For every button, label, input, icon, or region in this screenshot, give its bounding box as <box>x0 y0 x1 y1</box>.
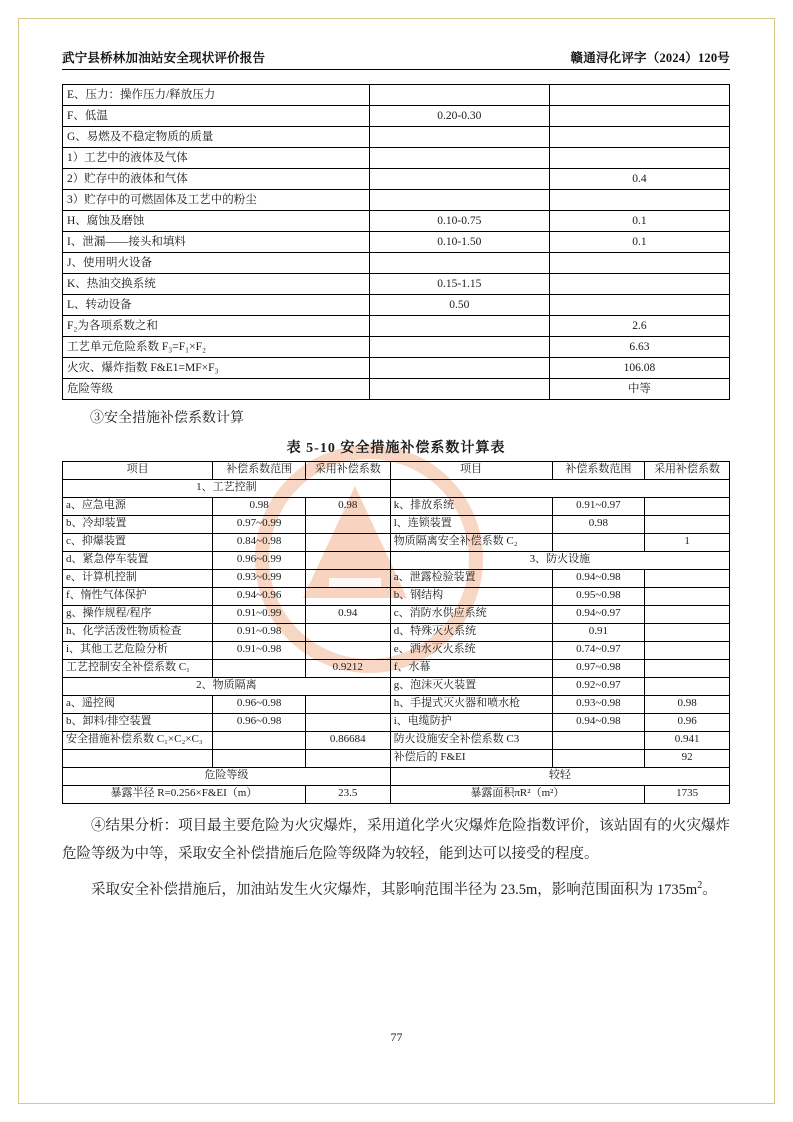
table-row <box>63 295 730 316</box>
cell-right-range: 0.97~0.98 <box>552 659 645 677</box>
cell-value <box>549 148 729 169</box>
cell-left-label: e、计算机控制 <box>63 569 213 587</box>
cell-right-label: 物质隔离安全补偿系数 C₂ <box>390 533 552 551</box>
cell-left-coefficient: 0.86684 <box>305 731 390 749</box>
cell-left-coefficient <box>305 533 390 551</box>
impact-range-paragraph: 采取安全补偿措施后，加油站发生火灾爆炸，其影响范围半径为 23.5m，影响范围面积为 $1735m^2$。 <box>91 880 717 899</box>
table-row <box>63 659 730 677</box>
cell-value: 中等 <box>549 379 729 400</box>
cell-right-range <box>552 731 645 749</box>
table-row <box>63 274 730 295</box>
cell-range <box>369 379 549 400</box>
cell-right-range: 0.91~0.97 <box>552 497 645 515</box>
cell-left-range: 0.93~0.99 <box>213 569 306 587</box>
cell-left-coefficient <box>305 515 390 533</box>
cell-right-range: 0.94~0.98 <box>552 569 645 587</box>
table-row-grade <box>63 767 730 785</box>
cell-label: K、热油交换系统 <box>63 274 370 295</box>
cell-range <box>369 316 549 337</box>
cell-value: 2.6 <box>549 316 729 337</box>
table-row <box>63 515 730 533</box>
cell-value <box>549 127 729 148</box>
cell-range <box>369 337 549 358</box>
cell-right-coefficient <box>645 677 730 695</box>
cell-value: 0.1 <box>549 232 729 253</box>
cell-left-range: 0.96~0.98 <box>213 695 306 713</box>
cell-left-range: 0.91~0.98 <box>213 623 306 641</box>
cell-label: F、低温 <box>63 106 370 127</box>
cell-right-coefficient: 0.98 <box>645 695 730 713</box>
table-row <box>63 731 730 749</box>
table-row <box>63 749 730 767</box>
cell-value <box>549 85 729 106</box>
cell-right-coefficient <box>645 515 730 533</box>
cell-right-range: 0.95~0.98 <box>552 587 645 605</box>
cell-left-coefficient <box>305 587 390 605</box>
cell-left-range: 0.98 <box>213 497 306 515</box>
table-row <box>63 148 730 169</box>
table-row <box>63 551 730 569</box>
cell-right-label: a、泄露检验装置 <box>390 569 552 587</box>
cell-value <box>549 190 729 211</box>
cell-range <box>369 190 549 211</box>
table-row <box>63 569 730 587</box>
cell-left-coefficient <box>305 749 390 767</box>
cell-left-range: 0.94~0.96 <box>213 587 306 605</box>
cell-value: 6.63 <box>549 337 729 358</box>
cell-grade-label: 危险等级 <box>63 767 391 785</box>
cell-left-range: 0.91~0.99 <box>213 605 306 623</box>
table-row <box>63 106 730 127</box>
cell-label: F₂为各项系数之和 <box>63 316 370 337</box>
cell-label: 2）贮存中的液体和气体 <box>63 169 370 190</box>
cell-left-label: a、遥控阀 <box>63 695 213 713</box>
cell-range <box>369 253 549 274</box>
cell-value <box>549 106 729 127</box>
cell-value <box>549 274 729 295</box>
cell-right-label: k、排放系统 <box>390 497 552 515</box>
cell-right-range: 0.93~0.98 <box>552 695 645 713</box>
table-row <box>63 253 730 274</box>
cell-right-coefficient: 92 <box>645 749 730 767</box>
cell-label: G、易燃及不稳定物质的质量 <box>63 127 370 148</box>
cell-right-range: 0.94~0.97 <box>552 605 645 623</box>
cell-left-label: c、抑爆装置 <box>63 533 213 551</box>
cell-left-label: f、惰性气体保护 <box>63 587 213 605</box>
cell-left-range <box>213 659 306 677</box>
cell-left-range: 0.97~0.99 <box>213 515 306 533</box>
cell-grade-value: 较轻 <box>390 767 729 785</box>
cell-left-range <box>213 749 306 767</box>
cell-right-coefficient <box>645 623 730 641</box>
cell-range: 0.20-0.30 <box>369 106 549 127</box>
cell-left-coefficient <box>305 551 390 569</box>
cell-value: 0.1 <box>549 211 729 232</box>
table-row-radius <box>63 785 730 803</box>
cell-left-label: 工艺控制安全补偿系数 C₁ <box>63 659 213 677</box>
table-row <box>63 605 730 623</box>
cell-right-label: c、消防水供应系统 <box>390 605 552 623</box>
cell-label: 3）贮存中的可燃固体及工艺中的粉尘 <box>63 190 370 211</box>
safety-compensation-table <box>62 461 730 804</box>
cell-left-label: a、应急电源 <box>63 497 213 515</box>
table-row <box>63 232 730 253</box>
cell-right-label: i、电缆防护 <box>390 713 552 731</box>
fire-explosion-index-table <box>62 84 730 400</box>
cell-left-coefficient <box>305 641 390 659</box>
table-row <box>63 316 730 337</box>
table-row <box>63 127 730 148</box>
header-range-right: 补偿系数范围 <box>552 461 645 479</box>
cell-left-range: 0.91~0.98 <box>213 641 306 659</box>
cell-left-range: 0.96~0.98 <box>213 713 306 731</box>
table-row <box>63 497 730 515</box>
cell-right-coefficient <box>645 641 730 659</box>
cell-range <box>369 85 549 106</box>
cell-right-label: 防火设施安全补偿系数 C3 <box>390 731 552 749</box>
header-title-left: 武宁县桥林加油站安全现状评价报告 <box>62 51 266 65</box>
result-analysis-paragraph: ④结果分析：项目最主要危险为火灾爆炸，采用道化学火灾爆炸危险指数评价，该站固有的火灾爆炸危险等级为中等，采取安全补偿措施后危险等级降为较轻，能到达可以接受的程度。 <box>62 817 730 862</box>
header-range-left: 补偿系数范围 <box>213 461 306 479</box>
cell-left-coefficient <box>305 713 390 731</box>
cell-label: J、使用明火设备 <box>63 253 370 274</box>
cell-right-label: h、手提式灭火器和喷水枪 <box>390 695 552 713</box>
table-row <box>63 190 730 211</box>
cell-left-label: b、卸料/排空装置 <box>63 713 213 731</box>
cell-left-label: g、操作规程/程序 <box>63 605 213 623</box>
page-header <box>62 48 730 70</box>
cell-label: E、压力：操作压力/释放压力 <box>63 85 370 106</box>
section-row <box>63 479 730 497</box>
table-header-row <box>63 461 730 479</box>
cell-right-range: 0.94~0.98 <box>552 713 645 731</box>
page-content <box>62 48 730 904</box>
cell-right-range: 0.98 <box>552 515 645 533</box>
table-row <box>63 587 730 605</box>
cell-right-label: g、泡沫灭火装置 <box>390 677 552 695</box>
cell-label: 1）工艺中的液体及气体 <box>63 148 370 169</box>
table-row <box>63 337 730 358</box>
cell-label: 危险等级 <box>63 379 370 400</box>
cell-area-value: 1735 <box>645 785 730 803</box>
cell-right-range: 0.74~0.97 <box>552 641 645 659</box>
cell-right-coefficient: 1 <box>645 533 730 551</box>
cell-left-coefficient <box>305 569 390 587</box>
cell-left-coefficient <box>305 695 390 713</box>
table-row <box>63 677 730 695</box>
cell-left-label: i、其他工艺危险分析 <box>63 641 213 659</box>
header-item-right: 项目 <box>390 461 552 479</box>
cell-right-label: e、洒水灭火系统 <box>390 641 552 659</box>
header-item-left: 项目 <box>63 461 213 479</box>
cell-right-coefficient: 0.941 <box>645 731 730 749</box>
table-row <box>63 713 730 731</box>
table-5-10-title: 表 5-10 安全措施补偿系数计算表 <box>286 440 506 456</box>
cell-right-range: 0.91 <box>552 623 645 641</box>
section-label-process-control: 1、工艺控制 <box>63 479 391 497</box>
cell-left-range: 0.84~0.98 <box>213 533 306 551</box>
cell-range: 0.15-1.15 <box>369 274 549 295</box>
table-row <box>63 623 730 641</box>
cell-left-range: 0.96~0.99 <box>213 551 306 569</box>
cell-right-coefficient <box>645 605 730 623</box>
cell-range <box>369 358 549 379</box>
table-row <box>63 85 730 106</box>
cell-right-coefficient <box>645 659 730 677</box>
cell-right-coefficient <box>645 587 730 605</box>
cell-radius-value: 23.5 <box>305 785 390 803</box>
table-row <box>63 211 730 232</box>
cell-left-label: h、化学活泼性物质检查 <box>63 623 213 641</box>
cell-right-label: 补偿后的 F&EI <box>390 749 552 767</box>
table-row <box>63 379 730 400</box>
cell-left-coefficient <box>305 623 390 641</box>
header-title-right: 赣通浔化评字（2024）120号 <box>570 51 730 65</box>
cell-label: H、腐蚀及磨蚀 <box>63 211 370 232</box>
cell-left-label: d、紧急停车装置 <box>63 551 213 569</box>
page-number: 77 <box>390 1030 403 1044</box>
cell-right-label: d、特殊灭火系统 <box>390 623 552 641</box>
cell-left-coefficient: 0.94 <box>305 605 390 623</box>
cell-right-range <box>552 749 645 767</box>
table-row <box>63 695 730 713</box>
cell-range: 0.10-1.50 <box>369 232 549 253</box>
cell-right-range: 0.92~0.97 <box>552 677 645 695</box>
cell-range: 0.10-0.75 <box>369 211 549 232</box>
cell-value: 106.08 <box>549 358 729 379</box>
cell-radius-label: 暴露半径 R=0.256×F&EI（m） <box>63 785 306 803</box>
cell-right-coefficient <box>645 497 730 515</box>
header-use-right: 采用补偿系数 <box>645 461 730 479</box>
section-label-right <box>390 479 729 497</box>
section-heading: ③安全措施补偿系数计算 <box>90 411 244 426</box>
cell-left-section: 2、物质隔离 <box>63 677 391 695</box>
cell-label: 火灾、爆炸指数 F&E1=MF×F₃ <box>63 358 370 379</box>
header-use-left: 采用补偿系数 <box>305 461 390 479</box>
table-row <box>63 169 730 190</box>
cell-left-coefficient: 0.9212 <box>305 659 390 677</box>
cell-right-label: f、水幕 <box>390 659 552 677</box>
cell-right-coefficient <box>645 569 730 587</box>
cell-label: L、转动设备 <box>63 295 370 316</box>
cell-left-label: b、冷却装置 <box>63 515 213 533</box>
cell-right-coefficient: 0.96 <box>645 713 730 731</box>
cell-left-coefficient: 0.98 <box>305 497 390 515</box>
cell-right-range <box>552 533 645 551</box>
table-row <box>63 641 730 659</box>
cell-range <box>369 169 549 190</box>
cell-right-label: b、钢结构 <box>390 587 552 605</box>
cell-value <box>549 253 729 274</box>
cell-value: 0.4 <box>549 169 729 190</box>
cell-left-range <box>213 731 306 749</box>
cell-range <box>369 127 549 148</box>
cell-range: 0.50 <box>369 295 549 316</box>
cell-area-label: 暴露面积πR²（m²） <box>390 785 644 803</box>
table-row <box>63 358 730 379</box>
cell-right-label: l、连锁装置 <box>390 515 552 533</box>
cell-left-label: 安全措施补偿系数 C₁×C₂×C₃ <box>63 731 213 749</box>
cell-left-label <box>63 749 213 767</box>
cell-label: I、泄漏——接头和填料 <box>63 232 370 253</box>
cell-value <box>549 295 729 316</box>
cell-right-section: 3、防火设施 <box>390 551 729 569</box>
cell-label: 工艺单元危险系数 F₃=F₁×F₂ <box>63 337 370 358</box>
table-row <box>63 533 730 551</box>
cell-range <box>369 148 549 169</box>
